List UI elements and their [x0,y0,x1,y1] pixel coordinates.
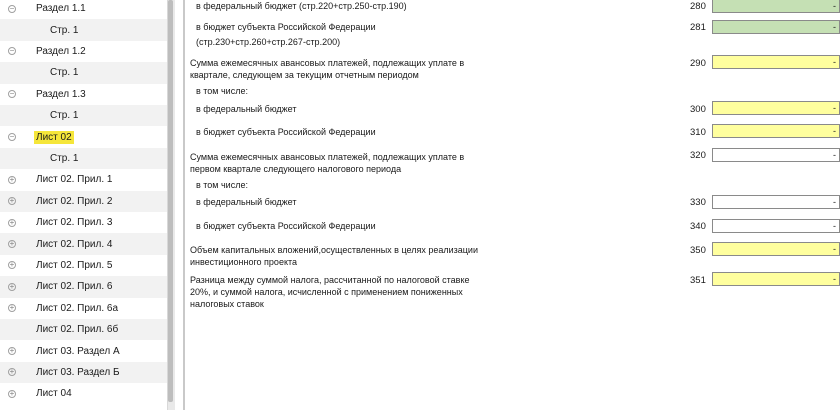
row-350-label-line1: Объем капитальных вложений,осуществленных в целях реализации [190,245,478,255]
expand-icon[interactable]: + [9,388,15,398]
tree-item-label: Стр. 1 [50,67,79,79]
row-300-code: 300 [690,104,706,115]
tree-item-label: Лист 02. Прил. 1 [36,174,113,186]
tree-item[interactable] [0,191,167,212]
row-280-label: в федеральный бюджет (стр.220+стр.250-стр.190) [196,1,407,11]
tree-item-label: Лист 02. Прил. 4 [36,238,113,250]
row-281-label-line1: в бюджет субъекта Российской Федерации [196,22,376,32]
row-281-code: 281 [690,22,706,33]
tree-item-label: Стр. 1 [50,152,79,164]
expand-icon[interactable]: + [9,281,15,291]
declaration-form [186,0,836,410]
tree-item[interactable] [0,41,167,62]
row-320-code: 320 [690,150,706,161]
row-330-label: в федеральный бюджет [196,197,297,207]
row-290-label-line1: Сумма ежемесячных авансовых платежей, подлежащих уплате в [190,58,465,68]
tree-item[interactable] [0,212,167,233]
row-290-field[interactable]: - [712,55,840,69]
expand-icon[interactable]: + [9,260,15,270]
tree-item[interactable] [0,84,167,105]
tree-item[interactable] [0,0,167,19]
tree-item[interactable] [0,233,167,254]
row-340-field[interactable]: - [712,219,840,233]
tree-item-label: Стр. 1 [50,24,79,36]
row-280-field[interactable]: - [712,0,840,13]
row-280-code: 280 [690,1,706,12]
tree-item-label: Лист 02. Прил. 3 [36,217,113,229]
expand-icon[interactable]: + [9,239,15,249]
expand-icon[interactable]: + [9,303,15,313]
including-label-2: в том числе: [196,180,248,190]
expand-icon[interactable]: + [9,346,15,356]
tree-item[interactable] [0,19,167,40]
row-330-field[interactable]: - [712,195,840,209]
tree-item-label: Раздел 1.3 [36,88,86,100]
row-320-label-line1: Сумма ежемесячных авансовых платежей, подлежащих уплате в [190,152,465,162]
row-351-label-line2: 20%, и суммой налога, исчисленной с применением пониженных [190,287,463,297]
row-320-label-line2: первом квартале следующего налогового периода [190,164,402,174]
tree-item-label: Лист 02. Прил. 6а [36,302,119,314]
row-300-field[interactable]: - [712,101,840,115]
row-310-field[interactable]: - [712,124,840,138]
row-350-code: 350 [690,245,706,256]
tree-item-label: Лист 03. Раздел А [36,345,120,357]
tree-item-label: Лист 02 [36,131,72,143]
tree-item[interactable] [0,319,167,340]
row-340-code: 340 [690,221,706,232]
expand-icon[interactable]: + [9,217,15,227]
row-281-label-line2: (стр.230+стр.260+стр.267-стр.200) [196,37,341,47]
row-351-label-line1: Разница между суммой налога, рассчитанной по налоговой ставке [190,275,470,285]
tree-item[interactable] [0,255,167,276]
row-351-code: 351 [690,275,706,286]
collapse-icon[interactable]: − [9,3,15,13]
row-310-code: 310 [690,127,706,138]
tree-item-label: Раздел 1.2 [36,45,86,57]
row-351-label-line3: налоговых ставок [190,299,264,309]
row-330-code: 330 [690,197,706,208]
expand-icon[interactable]: + [9,367,15,377]
tree-item[interactable] [0,298,167,319]
expand-icon[interactable]: + [9,196,15,206]
tree-item[interactable] [0,383,167,404]
tree-item-label: Лист 02. Прил. 2 [36,195,113,207]
tree-item-label: Стр. 1 [50,110,79,122]
row-350-label-line2: инвестиционного проекта [190,257,298,267]
row-300-label: в федеральный бюджет [196,104,297,114]
tree-item-label: Лист 02. Прил. 6 [36,281,113,293]
tree-item[interactable] [0,126,167,147]
tree-item[interactable] [0,105,167,126]
including-label-1: в том числе: [196,86,248,96]
row-281-field[interactable]: - [712,20,840,34]
row-340-label: в бюджет субъекта Российской Федерации [196,221,376,231]
tree-scrollbar-thumb[interactable] [168,0,173,402]
collapse-icon[interactable]: − [9,89,15,99]
tree-item-label: Раздел 1.1 [36,3,86,15]
collapse-icon[interactable]: − [9,46,15,56]
row-350-field[interactable]: - [712,242,840,256]
tree-item[interactable] [0,276,167,297]
tree-item[interactable] [0,362,167,383]
row-290-code: 290 [690,58,706,69]
tree-item-label: Лист 03. Раздел Б [36,366,120,378]
tree-item-label: Лист 02. Прил. 6б [36,324,119,336]
collapse-icon[interactable]: − [9,132,15,142]
tree-item[interactable] [0,148,167,169]
row-351-field[interactable]: - [712,272,840,286]
navigation-tree [0,0,167,410]
row-320-field[interactable]: - [712,148,840,162]
tree-item[interactable] [0,62,167,83]
tree-item[interactable] [0,169,167,190]
tree-item[interactable] [0,340,167,361]
expand-icon[interactable]: + [9,174,15,184]
panel-splitter[interactable] [183,0,185,410]
tree-item-label: Лист 04 [36,388,72,400]
row-290-label-line2: квартале, следующем за текущим отчетным периодом [190,70,419,80]
row-310-label: в бюджет субъекта Российской Федерации [196,127,376,137]
tree-item-label: Лист 02. Прил. 5 [36,259,113,271]
